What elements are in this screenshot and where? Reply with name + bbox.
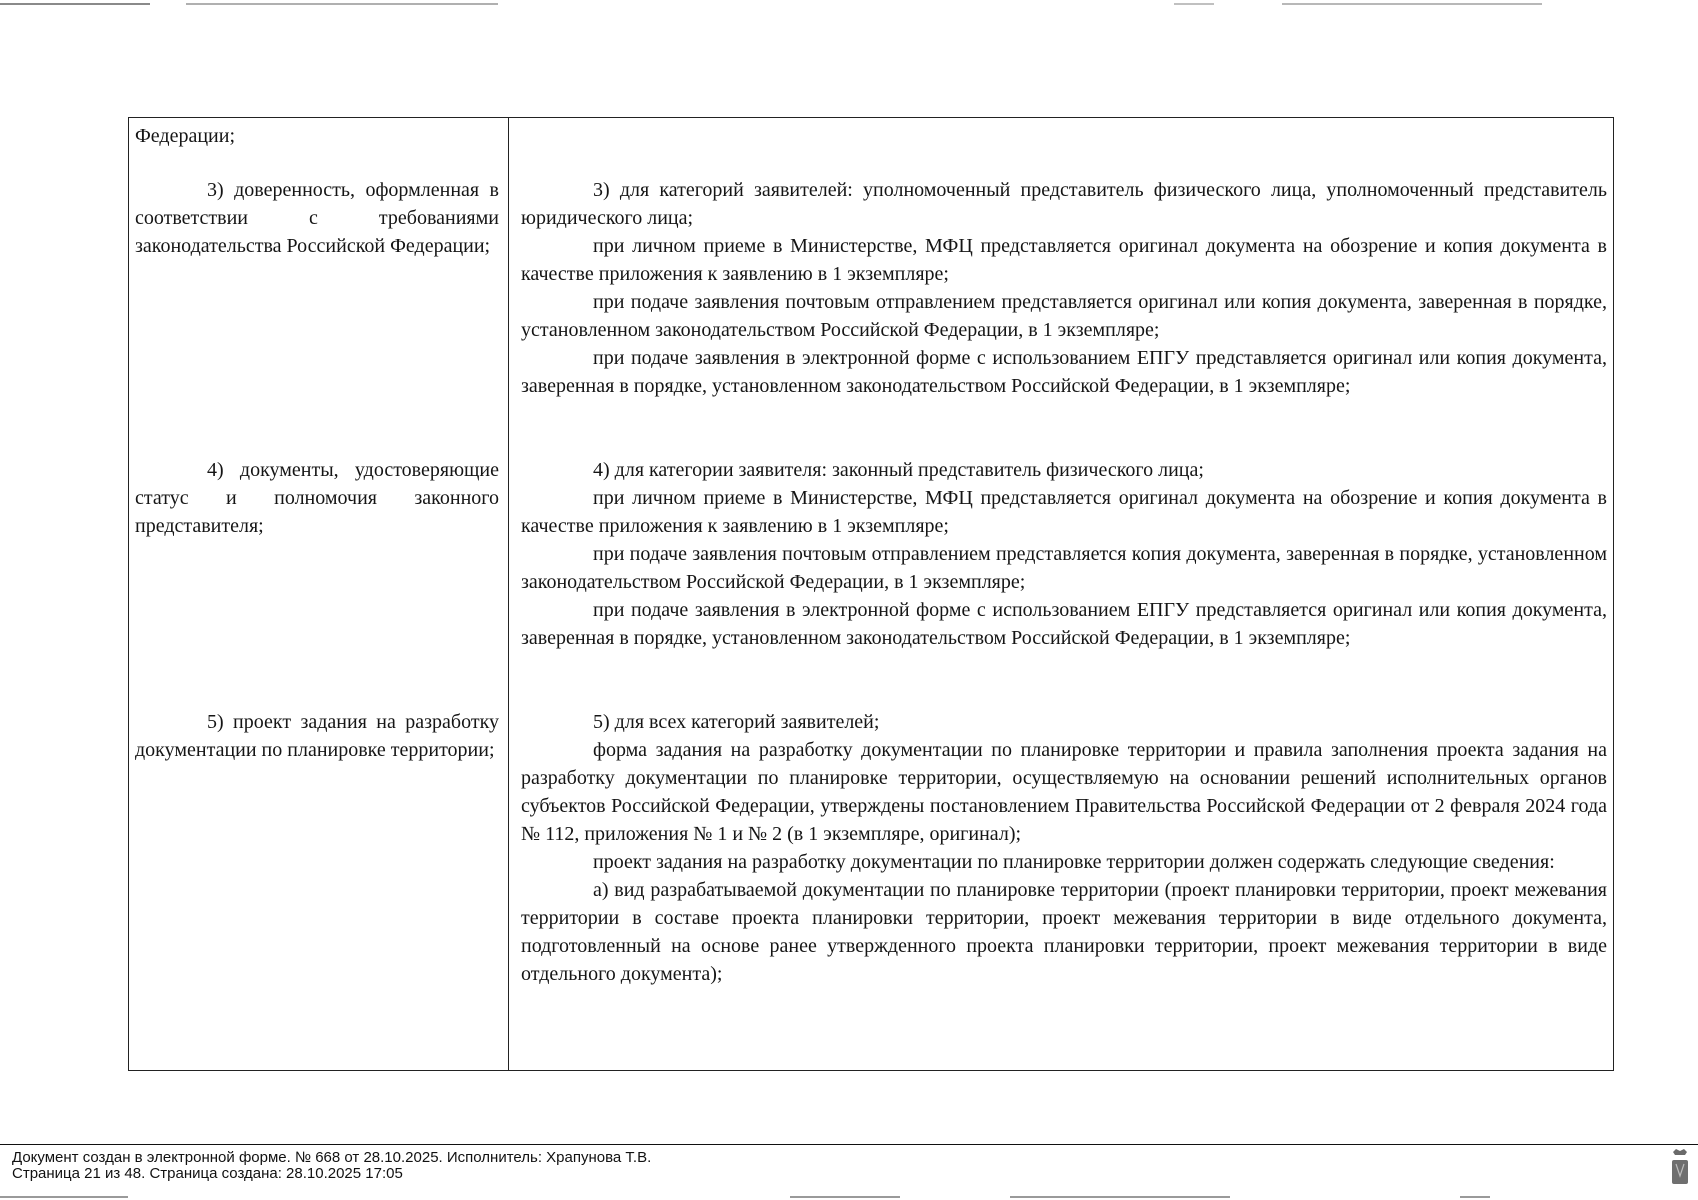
footer-divider xyxy=(0,1144,1698,1145)
column-divider xyxy=(508,118,509,1070)
footer-line: Страница 21 из 48. Страница создана: 28.10.2025 17:05 xyxy=(12,1165,403,1182)
scan-artifact-line xyxy=(1282,3,1542,5)
footer-stamp xyxy=(12,1150,651,1182)
coat-of-arms-icon xyxy=(1670,1148,1690,1186)
cell-paragraph: проект задания на разработку документации по планировке территории должен содержать следующие сведения: xyxy=(593,851,1555,873)
cell-paragraph: 4) документы, удостоверяющие статус и полномочия законного представителя; xyxy=(135,459,499,537)
cell-paragraph: 5) для всех категорий заявителей; xyxy=(593,711,880,733)
cell-paragraph: 4) для категории заявителя: законный представитель физического лица; xyxy=(593,459,1204,481)
cell-paragraph: при подаче заявления почтовым отправлением представляется копия документа, заверенная в порядке, установленном законодательством Российской Федерации, в 1 экземпляре; xyxy=(521,543,1607,593)
scan-artifact-line xyxy=(0,1196,128,1198)
table-cell-left xyxy=(135,122,499,150)
cell-paragraph: Федерации; xyxy=(135,125,236,147)
cell-paragraph: при подаче заявления в электронной форме с использованием ЕПГУ представляется оригинал или копия документа, заверенная в порядке, установленном законодательством Российской Федерации, в 1 экземпляре; xyxy=(521,347,1607,397)
table-cell-left xyxy=(135,708,499,764)
cell-paragraph: 3) доверенность, оформленная в соответствии с требованиями законодательства Российской Федерации; xyxy=(135,179,499,257)
footer-line: Документ создан в электронной форме. № 668 от 28.10.2025. Исполнитель: Храпунова Т.В. xyxy=(12,1149,652,1166)
scan-artifact-line xyxy=(1174,3,1214,5)
scan-artifact-line xyxy=(1010,1196,1230,1198)
cell-paragraph: форма задания на разработку документации по планировке территории и правила заполнения проекта задания на разработку документации по планировке территории, осуществляемую на основании решений исполнительных органов субъектов Российской Федерации, утверждены постановлением Правительства Российской Федерации от 2 февраля 2024 года № 112, приложения № 1 и № 2 (в 1 экземпляре, оригинал); xyxy=(521,739,1607,845)
table-cell-right xyxy=(521,176,1607,400)
scan-artifact-line xyxy=(186,3,498,5)
cell-paragraph: 5) проект задания на разработку документации по планировке территории; xyxy=(135,711,499,761)
cell-paragraph: при личном приеме в Министерстве, МФЦ представляется оригинал документа на обозрение и копия документа в качестве приложения к заявлению в 1 экземпляре; xyxy=(521,235,1607,285)
cell-paragraph: при подаче заявления в электронной форме с использованием ЕПГУ представляется оригинал или копия документа, заверенная в порядке, установленном законодательством Российской Федерации, в 1 экземпляре; xyxy=(521,599,1607,649)
table-cell-left xyxy=(135,176,499,260)
document-table xyxy=(128,117,1614,1071)
table-cell-left xyxy=(135,456,499,540)
cell-paragraph: при подаче заявления почтовым отправлением представляется оригинал или копия документа, заверенная в порядке, установленном законодательством Российской Федерации, в 1 экземпляре; xyxy=(521,291,1607,341)
scan-artifact-line xyxy=(1460,1196,1490,1198)
cell-paragraph: а) вид разрабатываемой документации по планировке территории (проект планировки территории, проект межевания территории в составе проекта планировки территории, проект межевания территории в виде отдельного документа, подготовленный на основе ранее утвержденного проекта планировки территории, проект межевания территории в виде отдельного документа); xyxy=(521,879,1607,985)
scan-artifact-line xyxy=(0,3,150,5)
scan-artifact-line xyxy=(790,1196,900,1198)
cell-paragraph: 3) для категорий заявителей: уполномоченный представитель физического лица, уполномоченный представитель юридического лица; xyxy=(521,179,1607,229)
cell-paragraph: при личном приеме в Министерстве, МФЦ представляется оригинал документа на обозрение и копия документа в качестве приложения к заявлению в 1 экземпляре; xyxy=(521,487,1607,537)
table-cell-right xyxy=(521,708,1607,988)
table-cell-right xyxy=(521,456,1607,652)
